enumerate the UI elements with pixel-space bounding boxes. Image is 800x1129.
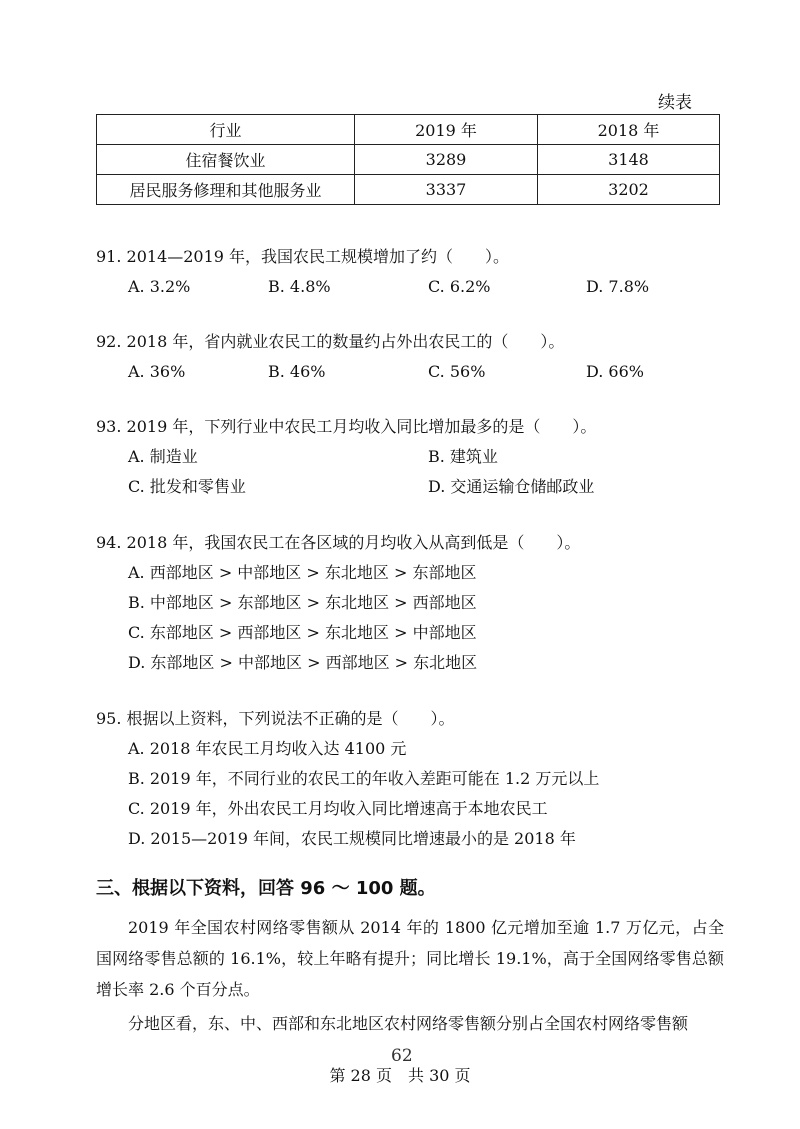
option-c: C. 批发和零售业: [128, 477, 246, 496]
option-c: C. 2019 年，外出农民工月均收入同比增速高于本地农民工: [128, 799, 548, 818]
option-d: D. 7.8%: [586, 277, 650, 296]
table-cell: 3148: [538, 145, 720, 175]
question-stem: 91. 2014—2019 年，我国农民工规模增加了约（ ）。: [96, 247, 510, 266]
header-industry: 行业: [97, 115, 355, 145]
table-cell: 居民服务修理和其他服务业: [97, 175, 355, 205]
income-table: [96, 114, 720, 205]
table-row: [97, 175, 720, 205]
section-title: 三、根据以下资料，回答 96 ～ 100 题。: [96, 878, 436, 899]
page-stamp-number: 62: [391, 1046, 413, 1066]
header-2019: 2019 年: [355, 115, 538, 145]
question-93: [96, 412, 716, 502]
option-b: B. 4.8%: [268, 277, 331, 296]
option-c: C. 东部地区 > 西部地区 > 东北地区 > 中部地区: [128, 623, 477, 642]
table-cell: 3202: [538, 175, 720, 205]
table-header-row: [97, 115, 720, 145]
question-92: [96, 327, 716, 387]
table-row: [97, 145, 720, 175]
option-a: A. 36%: [128, 362, 186, 381]
option-b: B. 2019 年，不同行业的农民工的年收入差距可能在 1.2 万元以上: [128, 769, 600, 788]
question-stem: 92. 2018 年，省内就业农民工的数量约占外出农民工的（ ）。: [96, 332, 565, 351]
question-95: [96, 704, 716, 854]
option-c: C. 56%: [428, 362, 486, 381]
table-cell: 3289: [355, 145, 538, 175]
option-a: A. 西部地区 > 中部地区 > 东北地区 > 东部地区: [128, 563, 477, 582]
question-stem: 93. 2019 年，下列行业中农民工月均收入同比增加最多的是（ ）。: [96, 417, 597, 436]
option-d: D. 66%: [586, 362, 644, 381]
option-a: A. 2018 年农民工月均收入达 4100 元: [128, 739, 407, 758]
option-d: D. 东部地区 > 中部地区 > 西部地区 > 东北地区: [128, 653, 478, 672]
option-a: A. 3.2%: [128, 277, 191, 296]
question-stem: 95. 根据以上资料，下列说法不正确的是（ ）。: [96, 709, 455, 728]
paragraph-2: 分地区看，东、中、西部和东北地区农村网络零售额分别占全国农村网络零售额: [128, 1014, 689, 1033]
option-b: B. 中部地区 > 东部地区 > 东北地区 > 西部地区: [128, 593, 477, 612]
page-footer: 第 28 页 共 30 页: [329, 1066, 471, 1085]
table-cell: 3337: [355, 175, 538, 205]
option-b: B. 46%: [268, 362, 326, 381]
header-2018: 2018 年: [538, 115, 720, 145]
option-d: D. 交通运输仓储邮政业: [428, 477, 595, 496]
question-94: [96, 528, 716, 678]
paragraph-1: 2019 年全国农村网络零售额从 2014 年的 1800 亿元增加至逾 1.7 万亿元，占全国网络零售总额的 16.1%，较上年略有提升；同比增长 19.1%，高于全国网络零售总额增长率 2.6 个百分点。: [96, 918, 724, 999]
table-cell: 住宿餐饮业: [97, 145, 355, 175]
option-b: B. 建筑业: [428, 447, 498, 466]
continued-table-label: 续表: [658, 93, 692, 113]
question-91: [96, 242, 716, 302]
question-stem: 94. 2018 年，我国农民工在各区域的月均收入从高到低是（ ）。: [96, 533, 581, 552]
option-c: C. 6.2%: [428, 277, 491, 296]
option-a: A. 制造业: [128, 447, 198, 466]
option-d: D. 2015—2019 年间，农民工规模同比增速最小的是 2018 年: [128, 829, 576, 848]
